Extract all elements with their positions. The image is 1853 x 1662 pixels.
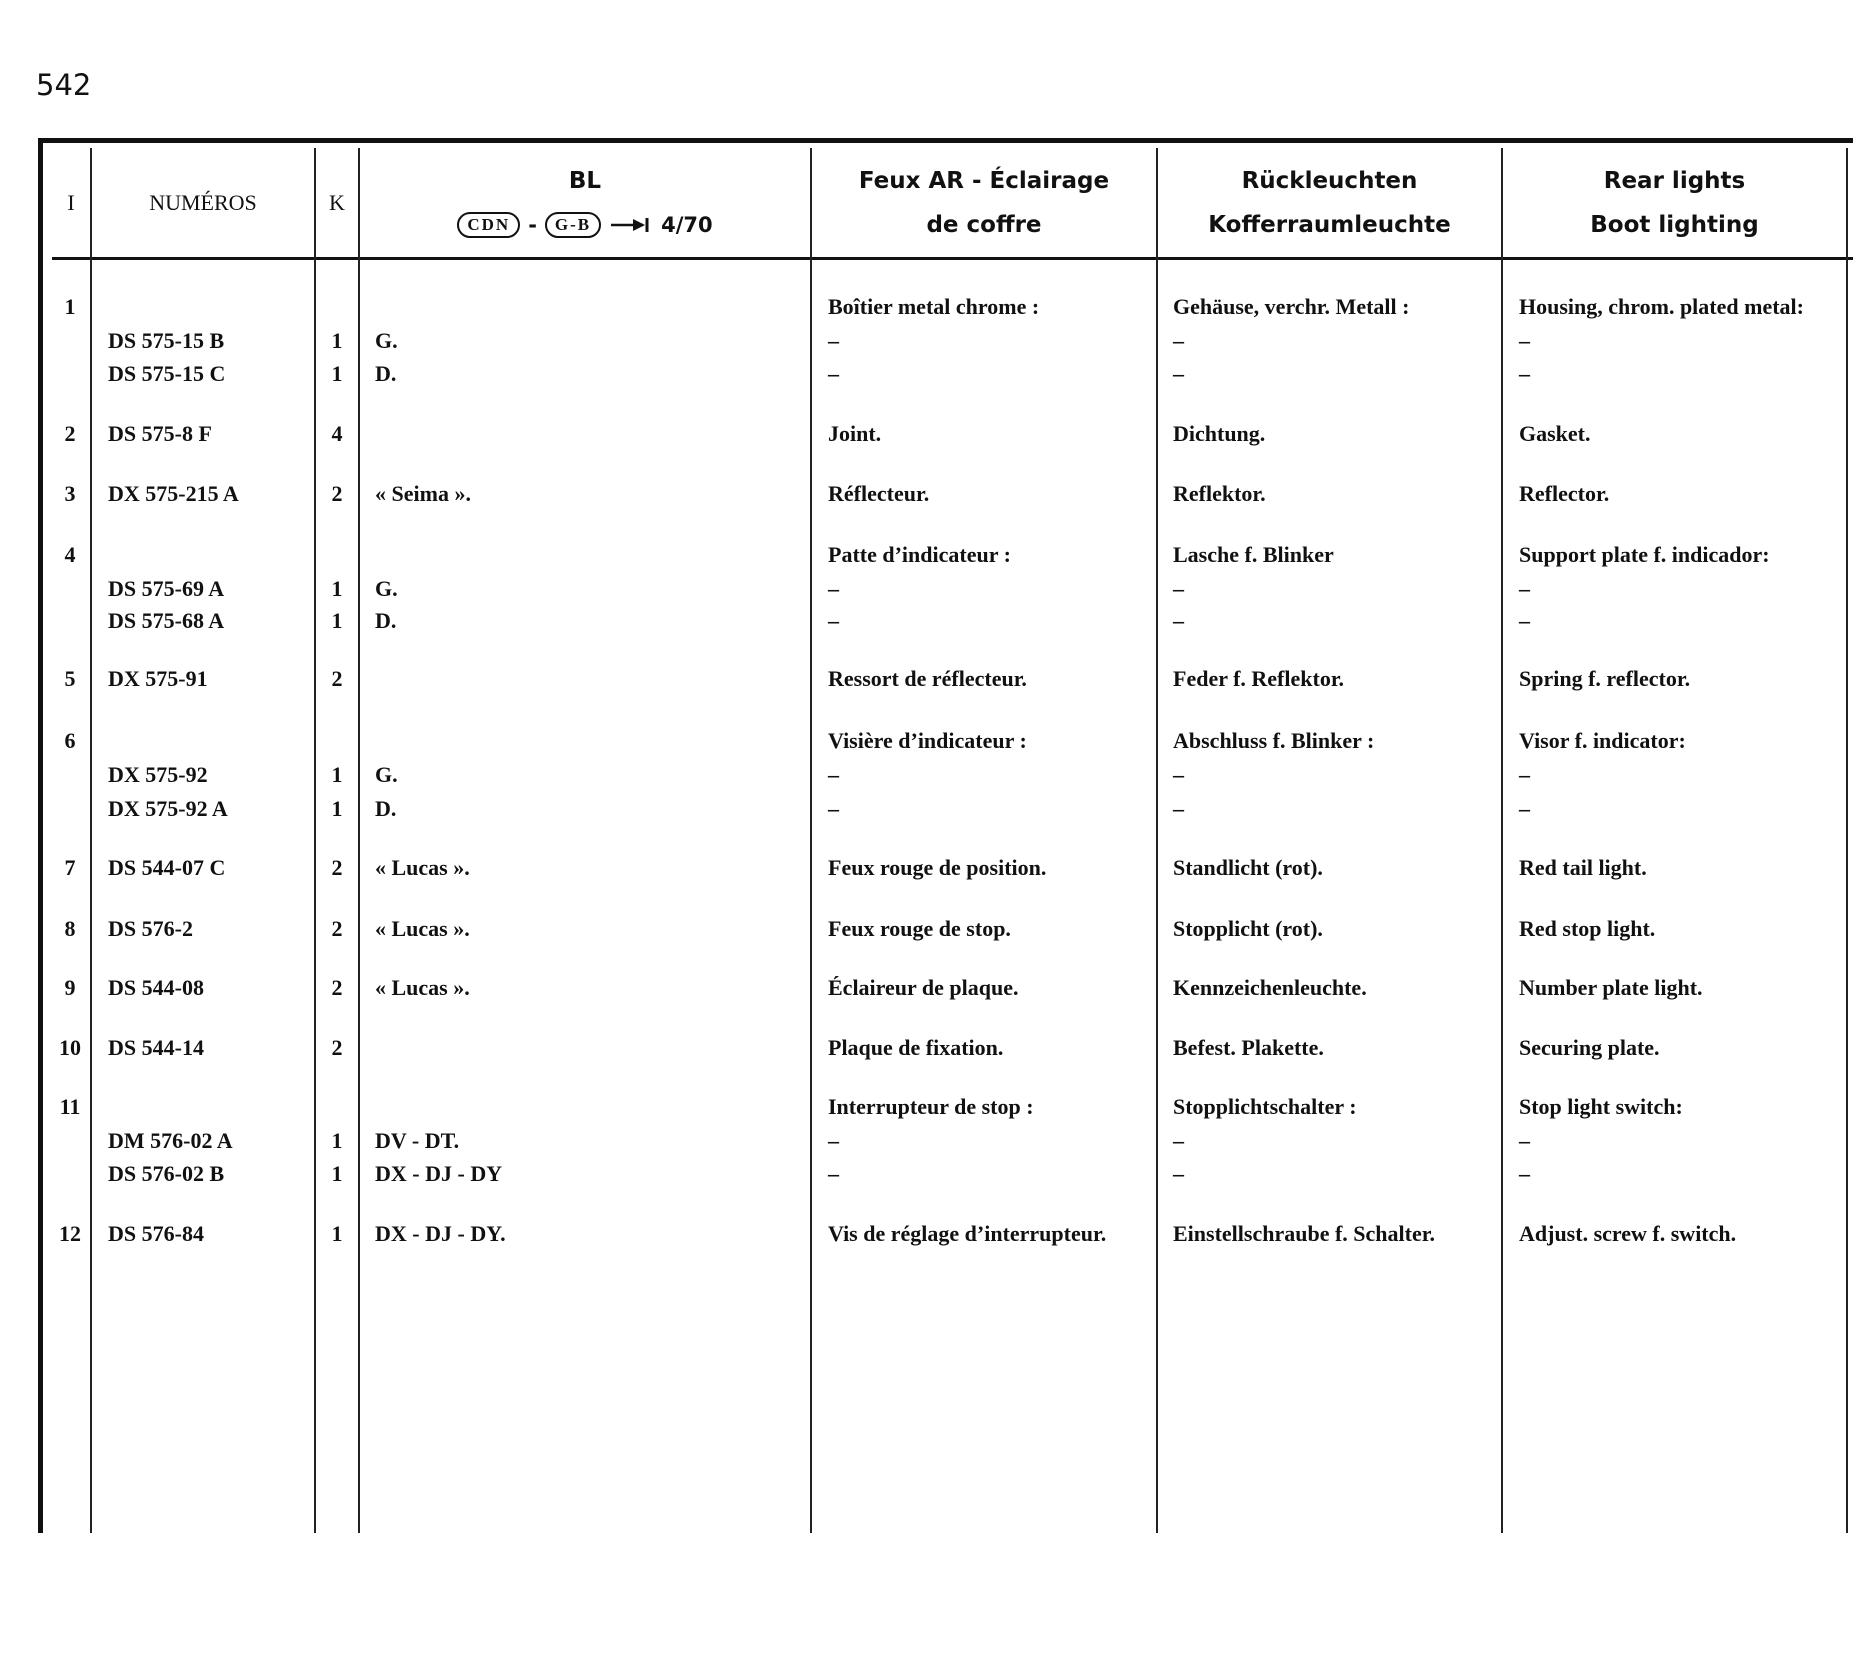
cell-description-en: –	[1519, 576, 1530, 601]
cell-description-de: Stopplichtschalter :	[1173, 1094, 1357, 1119]
cell-part-number: DS 544-08	[108, 975, 204, 1000]
cell-description-en: –	[1519, 608, 1530, 633]
cell-part-number: DS 575-68 A	[108, 608, 225, 633]
cell-description-en: Securing plate.	[1519, 1035, 1660, 1060]
header-bottom-rule	[52, 257, 1853, 260]
cell-description-fr: Éclaireur de plaque.	[828, 975, 1019, 1000]
cell-description-en: Spring f. reflector.	[1519, 666, 1691, 691]
cell-description-de: –	[1173, 796, 1184, 821]
cell-quantity: 4	[331, 421, 343, 446]
cell-row-index: 6	[64, 728, 76, 753]
cell-description-en: –	[1519, 361, 1530, 386]
cell-description-de: Stopplicht (rot).	[1173, 916, 1323, 941]
header-col-fr	[812, 150, 1156, 255]
cell-description-en: Number plate light.	[1519, 975, 1703, 1000]
cell-part-number: DS 576-84	[108, 1221, 204, 1246]
header-col-numeros-label: NUMÉROS	[149, 189, 257, 215]
cell-quantity: 1	[331, 608, 343, 633]
cell-quantity: 1	[331, 796, 343, 821]
arrow-to-bar-icon	[609, 215, 653, 235]
cell-description-de: Feder f. Reflektor.	[1173, 666, 1345, 691]
cell-row-index: 4	[64, 542, 76, 567]
header-de-line1: Rückleuchten	[1241, 167, 1418, 194]
cell-bl-note: D.	[375, 361, 397, 386]
cell-description-de: –	[1173, 328, 1184, 353]
cell-bl-note: DX - DJ - DY	[375, 1161, 503, 1186]
cell-description-de: –	[1173, 608, 1184, 633]
column-divider	[90, 148, 92, 1533]
cell-description-fr: –	[828, 608, 839, 633]
cell-part-number: DS 544-07 C	[108, 855, 226, 880]
cell-part-number: DX 575-91	[108, 666, 208, 691]
column-divider	[1156, 148, 1158, 1533]
cell-description-en: Red stop light.	[1519, 916, 1656, 941]
header-fr-line1: Feux AR - Éclairage	[858, 167, 1110, 194]
cell-part-number: DS 576-02 B	[108, 1161, 225, 1186]
cell-part-number: DX 575-92	[108, 762, 208, 787]
cell-description-fr: –	[828, 361, 839, 386]
cell-quantity: 1	[331, 328, 343, 353]
page-number: 542	[36, 68, 92, 102]
cell-description-de: Dichtung.	[1173, 421, 1266, 446]
cell-description-fr: –	[828, 1161, 839, 1186]
cell-quantity: 1	[331, 576, 343, 601]
header-col-k-label: K	[329, 189, 345, 215]
cell-row-index: 2	[64, 421, 76, 446]
cell-description-de: Reflektor.	[1173, 481, 1266, 506]
cell-description-en: Reflector.	[1519, 481, 1610, 506]
cell-description-fr: Boîtier metal chrome :	[828, 294, 1040, 319]
cell-row-index: 5	[64, 666, 76, 691]
cell-description-fr: –	[828, 328, 839, 353]
cell-quantity: 1	[331, 762, 343, 787]
cell-description-de: Gehäuse, verchr. Metall :	[1173, 294, 1410, 319]
cell-quantity: 2	[331, 1035, 343, 1060]
cell-description-en: Stop light switch:	[1519, 1094, 1683, 1119]
cell-description-fr: Feux rouge de position.	[828, 855, 1047, 880]
cell-description-de: Standlicht (rot).	[1173, 855, 1323, 880]
table-top-rule	[38, 138, 1853, 143]
cell-bl-note: D.	[375, 608, 397, 633]
cell-description-fr: –	[828, 576, 839, 601]
cell-description-fr: Vis de réglage d’interrupteur.	[828, 1221, 1107, 1246]
cell-row-index: 8	[64, 916, 76, 941]
cell-description-de: Einstellschraube f. Schalter.	[1173, 1221, 1435, 1246]
header-en-line2: Boot lighting	[1590, 211, 1759, 238]
cell-description-fr: Plaque de fixation.	[828, 1035, 1004, 1060]
cell-description-fr: Feux rouge de stop.	[828, 916, 1011, 941]
cell-description-en: Support plate f. indicador:	[1519, 542, 1770, 567]
cell-description-fr: –	[828, 796, 839, 821]
bl-applicability-line	[457, 203, 712, 247]
cell-description-de: –	[1173, 361, 1184, 386]
header-col-i-label: I	[67, 189, 75, 215]
cell-part-number: DS 576-2	[108, 916, 193, 941]
cell-part-number: DX 575-92 A	[108, 796, 228, 821]
cell-quantity: 1	[331, 1221, 343, 1246]
cell-description-en: –	[1519, 328, 1530, 353]
bl-date: 4/70	[661, 212, 713, 237]
cell-row-index: 12	[59, 1221, 81, 1246]
cdn-badge: CDN	[457, 212, 520, 238]
cell-description-en: Housing, chrom. plated metal:	[1519, 294, 1804, 319]
cell-description-de: Lasche f. Blinker	[1173, 542, 1334, 567]
column-divider	[1501, 148, 1503, 1533]
cell-description-de: Kennzeichenleuchte.	[1173, 975, 1367, 1000]
header-col-bl	[360, 150, 810, 255]
cell-bl-note: « Lucas ».	[375, 916, 470, 941]
cell-bl-note: « Lucas ».	[375, 975, 470, 1000]
cell-bl-note: G.	[375, 576, 398, 601]
cell-description-fr: Patte d’indicateur :	[828, 542, 1011, 567]
header-col-i	[52, 150, 90, 255]
header-col-k	[316, 150, 358, 255]
column-divider	[358, 148, 360, 1533]
cell-quantity: 2	[331, 481, 343, 506]
cell-description-en: –	[1519, 762, 1530, 787]
cell-part-number: DS 575-15 C	[108, 361, 226, 386]
header-col-de	[1158, 150, 1501, 255]
cell-row-index: 3	[64, 481, 76, 506]
cell-row-index: 10	[59, 1035, 81, 1060]
header-col-numeros	[92, 150, 314, 255]
cell-quantity: 1	[331, 1128, 343, 1153]
cell-bl-note: G.	[375, 762, 398, 787]
cell-description-de: Befest. Plakette.	[1173, 1035, 1324, 1060]
column-divider	[314, 148, 316, 1533]
cell-quantity: 2	[331, 916, 343, 941]
cell-row-index: 9	[64, 975, 76, 1000]
cell-part-number: DM 576-02 A	[108, 1128, 233, 1153]
column-divider	[810, 148, 812, 1533]
header-en-line1: Rear lights	[1603, 167, 1746, 194]
cell-description-fr: –	[828, 762, 839, 787]
cell-description-en: Adjust. screw f. switch.	[1519, 1221, 1737, 1246]
cell-quantity: 2	[331, 855, 343, 880]
cell-description-fr: Joint.	[828, 421, 882, 446]
cell-part-number: DS 575-15 B	[108, 328, 225, 353]
cell-description-fr: Ressort de réflecteur.	[828, 666, 1027, 691]
cell-description-en: –	[1519, 1161, 1530, 1186]
cell-description-fr: –	[828, 1128, 839, 1153]
cell-part-number: DS 575-69 A	[108, 576, 225, 601]
cell-description-fr: Visière d’indicateur :	[828, 728, 1027, 753]
cell-quantity: 2	[331, 666, 343, 691]
cell-bl-note: DV - DT.	[375, 1128, 460, 1153]
cell-description-fr: Interrupteur de stop :	[828, 1094, 1034, 1119]
cell-description-fr: Réflecteur.	[828, 481, 930, 506]
cell-description-en: –	[1519, 796, 1530, 821]
cell-description-en: Gasket.	[1519, 421, 1591, 446]
cell-part-number: DX 575-215 A	[108, 481, 239, 506]
cell-row-index: 11	[59, 1094, 81, 1119]
bl-dash: -	[528, 212, 537, 237]
cell-quantity: 2	[331, 975, 343, 1000]
cell-description-de: –	[1173, 1128, 1184, 1153]
cell-bl-note: DX - DJ - DY.	[375, 1221, 506, 1246]
header-fr-line2: de coffre	[926, 211, 1042, 238]
header-col-bl-label: BL	[568, 167, 602, 194]
cell-description-en: Visor f. indicator:	[1519, 728, 1686, 753]
cell-description-de: –	[1173, 762, 1184, 787]
cell-description-de: –	[1173, 576, 1184, 601]
column-divider	[1846, 148, 1848, 1533]
cell-bl-note: D.	[375, 796, 397, 821]
cell-description-en: –	[1519, 1128, 1530, 1153]
cell-quantity: 1	[331, 361, 343, 386]
header-col-en	[1503, 150, 1846, 255]
cell-part-number: DS 575-8 F	[108, 421, 212, 446]
cell-description-en: Red tail light.	[1519, 855, 1647, 880]
cell-part-number: DS 544-14	[108, 1035, 204, 1060]
cell-bl-note: « Seima ».	[375, 481, 471, 506]
cell-quantity: 1	[331, 1161, 343, 1186]
cell-description-de: –	[1173, 1161, 1184, 1186]
table-left-rule	[38, 138, 43, 1533]
cell-row-index: 7	[64, 855, 76, 880]
cell-description-de: Abschluss f. Blinker :	[1173, 728, 1375, 753]
gb-badge: G-B	[545, 212, 601, 238]
cell-bl-note: « Lucas ».	[375, 855, 470, 880]
cell-row-index: 1	[64, 294, 76, 319]
cell-bl-note: G.	[375, 328, 398, 353]
header-de-line2: Kofferraumleuchte	[1208, 211, 1451, 238]
